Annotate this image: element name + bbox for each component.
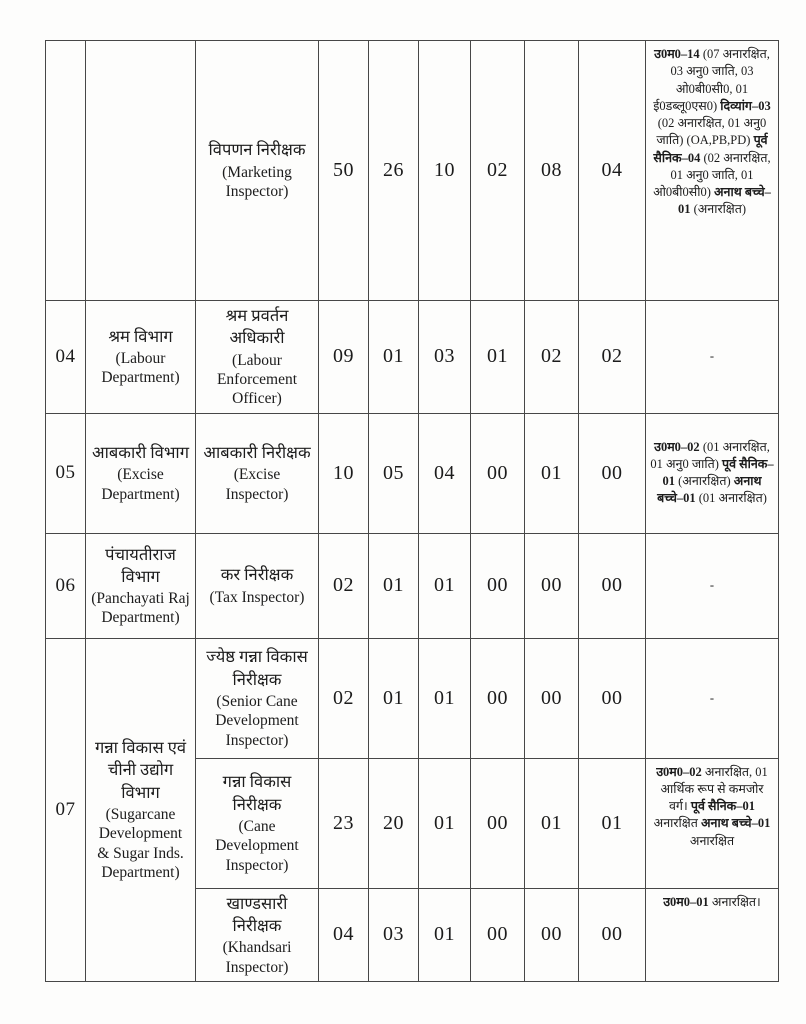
value-cell: 00: [525, 888, 579, 981]
remark-category-label: उ0म0–02: [654, 439, 700, 454]
department-name-hi: गन्ना विकास एवं चीनी उद्योग विभाग: [94, 738, 187, 802]
remark-detail-text: (01 अनारक्षित, 01 अनु0 जाति): [650, 439, 770, 471]
remark-detail-text: अनारक्षित: [689, 833, 735, 848]
post-name-hi: श्रम प्रवर्तन अधिकारी: [225, 306, 289, 348]
remark-category-label: पूर्व सैनिक–01: [662, 456, 774, 489]
remarks-cell: [646, 888, 779, 981]
value-cell: 01: [419, 533, 471, 638]
value-cell: 04: [579, 41, 646, 301]
table-row: [46, 301, 779, 414]
value-cell: 00: [579, 638, 646, 758]
remark-detail-text: (02 अनारक्षित, 01 अनु0 जाति) (OA,PB,PD): [656, 116, 767, 148]
value-cell: 01: [579, 758, 646, 888]
remark-category-label: उ0म0–14: [654, 47, 700, 61]
remark-detail-text: -: [709, 578, 715, 593]
serial-cell: 05: [46, 413, 86, 533]
value-cell: 50: [319, 41, 369, 301]
value-cell: 01: [369, 301, 419, 414]
value-cell: 00: [525, 533, 579, 638]
post-name-en: (Tax Inspector): [209, 588, 305, 606]
remark-detail-text: अनारक्षित, 01 आर्थिक रूप से कमजोर वर्ग।: [660, 764, 768, 814]
remark-category-label: उ0म0–02: [656, 764, 702, 779]
table-row: [46, 413, 779, 533]
value-cell: 00: [471, 533, 525, 638]
value-cell: 02: [525, 301, 579, 414]
remarks-cell: [646, 533, 779, 638]
serial-cell: 07: [46, 638, 86, 981]
post-cell: [196, 888, 319, 981]
post-name-en: (Marketing Inspector): [222, 163, 292, 201]
remark-category-label: अनाथ बच्चे–01: [677, 185, 771, 217]
remark-detail-text: अनारक्षित: [653, 816, 701, 831]
department-name-hi: पंचायतीराज विभाग: [105, 544, 176, 586]
value-cell: 00: [471, 888, 525, 981]
serial-cell: 04: [46, 301, 86, 414]
table-row: [46, 41, 779, 301]
value-cell: 20: [369, 758, 419, 888]
post-name-en: (Cane Development Inspector): [215, 817, 299, 874]
post-name-hi: गन्ना विकास निरीक्षक: [222, 772, 292, 814]
value-cell: 00: [471, 758, 525, 888]
value-cell: 02: [579, 301, 646, 414]
value-cell: 02: [319, 533, 369, 638]
value-cell: 00: [579, 888, 646, 981]
department-cell: [86, 301, 196, 414]
remark-category-label: दिव्यांग–03: [720, 98, 771, 113]
post-cell: [196, 758, 319, 888]
department-cell: [86, 533, 196, 638]
serial-cell: 06: [46, 533, 86, 638]
department-name-hi: श्रम विभाग: [108, 326, 173, 346]
value-cell: 10: [419, 41, 471, 301]
value-cell: 00: [579, 413, 646, 533]
department-cell: [86, 638, 196, 981]
remarks-cell: [646, 41, 779, 301]
post-name-en: (Excise Inspector): [225, 466, 289, 503]
remark-detail-text: (अनारक्षित): [690, 202, 747, 217]
remarks-cell: [646, 413, 779, 533]
remark-category-label: अनाथ बच्चे–01: [700, 816, 771, 831]
remarks-cell: [646, 638, 779, 758]
value-cell: 01: [369, 533, 419, 638]
value-cell: 01: [471, 301, 525, 414]
remark-detail-text: -: [709, 690, 715, 705]
vacancy-table: [45, 40, 779, 982]
value-cell: 00: [471, 638, 525, 758]
post-cell: [196, 413, 319, 533]
department-cell: [86, 41, 196, 301]
value-cell: 03: [369, 888, 419, 981]
value-cell: 05: [369, 413, 419, 533]
value-cell: 01: [419, 888, 471, 981]
remark-detail-text: (02 अनारक्षित, 01 अनु0 जाति, 01 ओ0बी0सी0): [653, 150, 771, 199]
post-name-hi: ज्येष्ठ गन्ना विकास निरीक्षक: [206, 647, 308, 689]
department-name-hi: आबकारी विभाग: [92, 443, 189, 463]
post-cell: [196, 301, 319, 414]
remark-detail-text: -: [709, 349, 715, 364]
value-cell: 08: [525, 41, 579, 301]
table-row: [46, 533, 779, 638]
post-name-en: (Khandsari Inspector): [222, 939, 292, 976]
remark-category-label: पूर्व सैनिक–01: [690, 799, 755, 814]
department-cell: [86, 413, 196, 533]
value-cell: 01: [525, 758, 579, 888]
remark-detail-text: (अनारक्षित): [675, 474, 734, 489]
value-cell: 01: [525, 413, 579, 533]
remark-detail-text: (01 अनारक्षित): [695, 491, 767, 506]
value-cell: 10: [319, 413, 369, 533]
value-cell: 23: [319, 758, 369, 888]
serial-cell: [46, 41, 86, 301]
post-name-en: (Senior Cane Development Inspector): [215, 692, 299, 749]
value-cell: 02: [319, 638, 369, 758]
remarks-cell: [646, 758, 779, 888]
post-cell: [196, 533, 319, 638]
value-cell: 03: [419, 301, 471, 414]
department-name-en: (Sugarcane Development & Sugar Inds. Department): [97, 805, 184, 882]
post-name-hi: आबकारी निरीक्षक: [203, 443, 311, 463]
value-cell: 00: [471, 413, 525, 533]
post-name-en: (Labour Enforcement Officer): [216, 351, 298, 408]
remarks-cell: [646, 301, 779, 414]
remark-category-label: अनाथ बच्चे–01: [657, 474, 762, 506]
remark-category-label: पूर्व सैनिक–04: [653, 133, 768, 165]
value-cell: 00: [525, 638, 579, 758]
value-cell: 01: [419, 758, 471, 888]
value-cell: 01: [419, 638, 471, 758]
department-name-en: (Labour Department): [101, 350, 180, 387]
value-cell: 04: [319, 888, 369, 981]
remark-detail-text: (07 अनारक्षित, 03 अनु0 जाति, 03 ओ0बी0सी0, 01 ई0डब्लू0एस0): [653, 47, 770, 113]
post-name-hi: विपणन निरीक्षक: [208, 140, 306, 160]
post-cell: [196, 638, 319, 758]
remark-category-label: उ0म0–01: [663, 894, 709, 909]
post-cell: [196, 41, 319, 301]
value-cell: 02: [471, 41, 525, 301]
post-name-hi: खाण्डसारी निरीक्षक: [226, 893, 288, 935]
post-name-hi: कर निरीक्षक: [220, 565, 294, 585]
value-cell: 01: [369, 638, 419, 758]
remark-detail-text: अनारक्षित।: [708, 894, 761, 909]
value-cell: 04: [419, 413, 471, 533]
value-cell: 26: [369, 41, 419, 301]
table-row: [46, 638, 779, 758]
value-cell: 00: [579, 533, 646, 638]
value-cell: 09: [319, 301, 369, 414]
department-name-en: (Panchayati Raj Department): [91, 590, 190, 627]
department-name-en: (Excise Department): [101, 466, 180, 503]
